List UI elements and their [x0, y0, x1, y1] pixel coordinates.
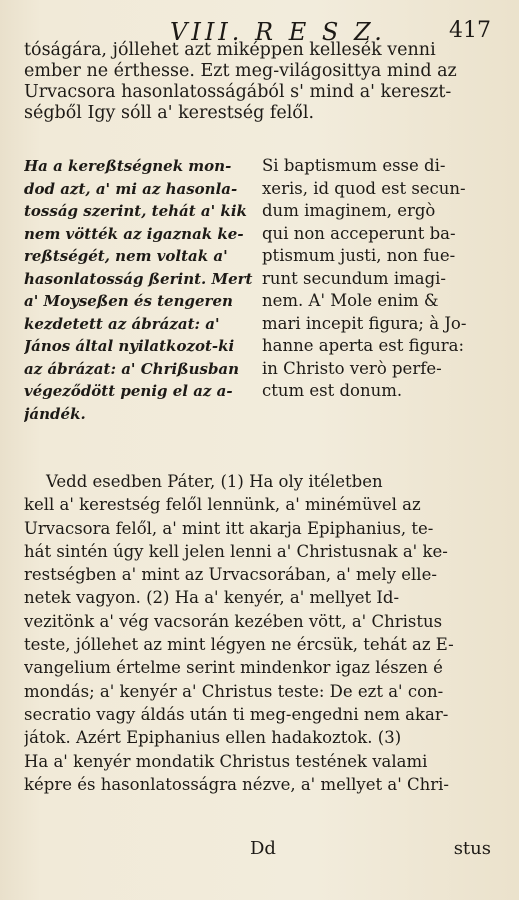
quote-line: nem vötték az igaznak ke-	[24, 224, 244, 243]
hungarian-quote-column	[24, 155, 258, 425]
quote-line: Si baptismum esse di-	[262, 156, 446, 175]
text-line: vangelium értelme serint mindenkor igaz lészen é	[24, 658, 443, 678]
text-line: teste, jóllehet az mint légyen ne ércsük, tehát az E-	[24, 635, 454, 655]
quote-line: tosság szerint, tehát a' kik	[24, 202, 247, 220]
quote-line: hanne aperta est figura:	[262, 336, 465, 355]
text-line: hát sintén úgy kell jelen lenni a' Christusnak a' ke-	[24, 541, 448, 561]
text-line: netek vagyon. (2) Ha a' kenyér, a' mellyet Id-	[24, 588, 400, 608]
text-line: kell a' kerestség felől lennünk, a' minémüvel az	[24, 495, 421, 515]
quote-line: nem. A' Mole enim &	[262, 291, 439, 310]
text-line: képre és hasonlatosságra nézve, a' mellyet a' Chri-	[24, 774, 449, 794]
quote-line: in Christo verò perfe-	[262, 358, 442, 378]
page-number: 417	[449, 18, 491, 43]
text-line: Vedd esedben Páter, (1) Ha oly itéletben	[46, 472, 383, 491]
text-line: secratio vagy áldás után ti meg-engedni nem akar-	[24, 704, 449, 724]
quote-line: ptismum justi, non fue-	[262, 246, 456, 265]
quote-line: kezdetett az ábrázat: a'	[24, 314, 220, 333]
quote-line: János által nyilatkozot-ki	[24, 337, 235, 355]
page-footer	[0, 838, 519, 868]
text-line: vezitönk a' vég vacsorán kezében vött, a' Christus	[24, 611, 443, 631]
quote-line: runt secundum imagi-	[262, 268, 446, 288]
quote-line: mari incepit figura; à Jo-	[262, 313, 467, 333]
quote-line: reßtségét, nem voltak a'	[24, 247, 228, 265]
main-paragraph	[24, 470, 498, 796]
text-line: Urvacsora hasonlatosságából s' mind a' kereszt-	[24, 82, 452, 102]
section-heading: VIII. R E S Z.	[170, 18, 386, 46]
signature-mark: Dd	[250, 838, 276, 859]
quote-line: dum imaginem, ergò	[262, 201, 436, 220]
quote-line: a' Moyseßen és tengeren	[24, 292, 233, 310]
text-line: játok. Azért Epiphanius ellen hadakoztok. (3)	[24, 728, 402, 748]
text-line: ember ne érthesse. Ezt meg-világosittya mind az	[24, 61, 457, 81]
text-line: Ha a' kenyér mondatik Christus testének valami	[24, 751, 428, 771]
text-line: ségből Igy sóll a' kerestség felől.	[24, 103, 315, 123]
quote-line: dod azt, a' mi az hasonla-	[24, 179, 238, 198]
quote-line: Ha a kereßtségnek mon-	[24, 157, 232, 175]
intro-paragraph	[24, 40, 498, 124]
quote-line: qui non acceperunt ba-	[262, 223, 456, 243]
quote-line: az ábrázat: a' Chrißusban	[24, 359, 240, 378]
quote-line: hasonlatosság ßerint. Mert	[24, 269, 253, 288]
text-line: mondás; a' kenyér a' Christus teste: De ezt a' con-	[24, 681, 444, 701]
text-line: restségben a' mint az Urvacsorában, a' mely elle-	[24, 565, 437, 585]
quote-line: jándék.	[24, 404, 86, 423]
quote-line: xeris, id quod est secun-	[262, 178, 466, 198]
text-line: Urvacsora felől, a' mint itt akarja Epiphanius, te-	[24, 518, 434, 538]
text-line: tóságára, jóllehet azt miképpen kellesék venni	[24, 40, 436, 60]
latin-quote-column	[262, 155, 490, 403]
quote-line: ctum est donum.	[262, 381, 403, 400]
quote-line: végeződött penig el az a-	[24, 382, 233, 400]
catchword: stus	[453, 838, 491, 859]
